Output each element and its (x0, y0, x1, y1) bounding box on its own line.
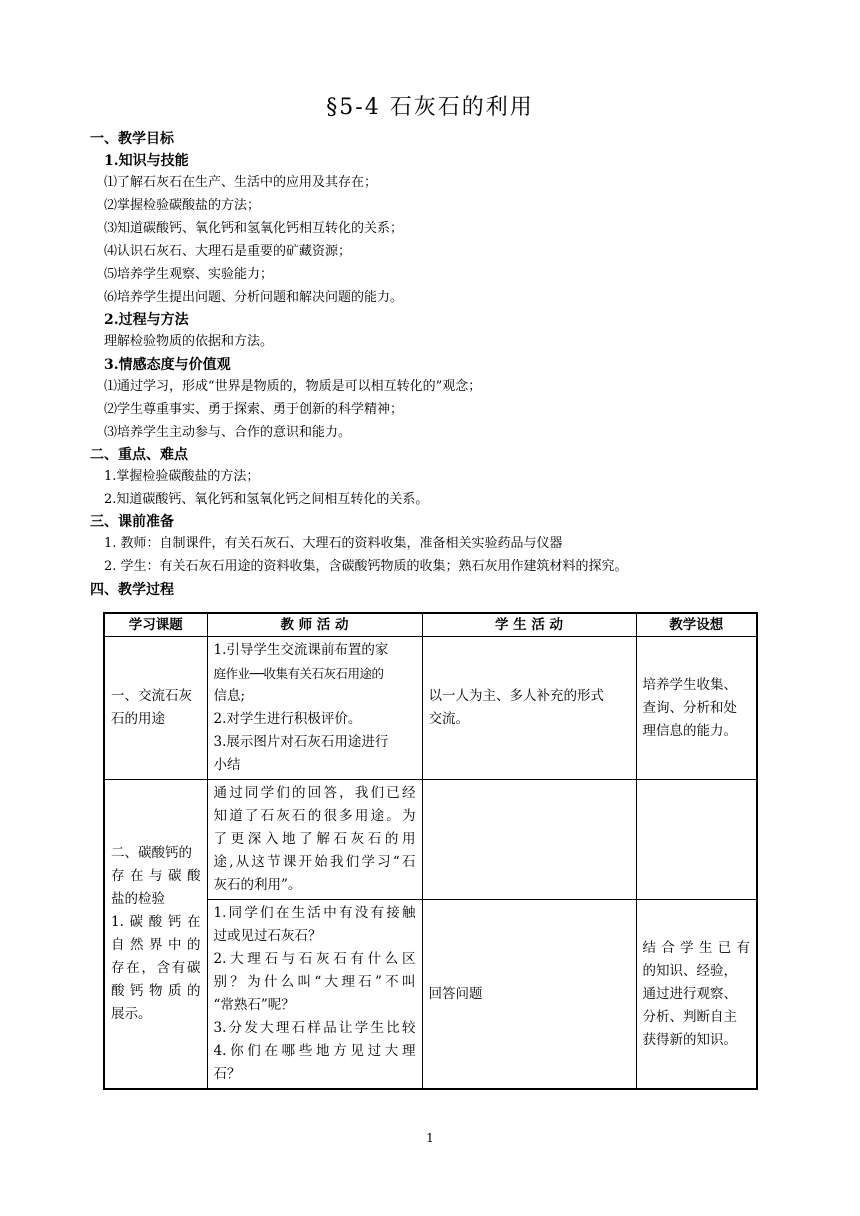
cell-teacher (207, 900, 422, 1090)
cell-design (636, 900, 757, 1090)
cell-line: 回答问题 (428, 985, 483, 1002)
section-heading-process: 四、教学过程 (90, 582, 174, 598)
cell-line: 4.你们在哪些地方见过大理 (213, 1043, 416, 1059)
cell-line: 1.碳酸钙在 (111, 914, 201, 930)
cell-line: 了更深入地了解石灰石的用 (213, 831, 416, 847)
objective-item: ⑴通过学习，形成“世界是物质的，物质是可以相互转化的”观念； (104, 379, 482, 394)
table-row (104, 637, 757, 780)
cell-design (636, 637, 757, 780)
cell-line: 通过同学们的回答，我们已经 (213, 785, 416, 801)
cell-line: 灰石的利用”。 (213, 877, 302, 893)
cell-line: 结合学生已有 (642, 939, 750, 956)
cell-line: 展示。 (111, 1006, 152, 1022)
objective-item: ⑵学生尊重事实、勇于探索、勇于创新的科学精神； (104, 402, 404, 417)
objective-item: ⑶培养学生主动参与、合作的意识和能力。 (104, 425, 352, 440)
objective-item: ⑸培养学生观察、实验能力； (104, 267, 274, 282)
cell-line: 3.展示图片对石灰石用途进行 (213, 734, 389, 750)
page-title: §5-4 石灰石的利用 (326, 95, 534, 120)
cell-line: 3.分发大理石样品让学生比较 (213, 1020, 416, 1036)
cell-line: 别？为什么叫“大理石”不叫 (213, 974, 416, 990)
cell-student (422, 900, 636, 1090)
objective-item: ⑶知道碳酸钙、氧化钙和氢氧化钙相互转化的关系； (104, 221, 404, 236)
section-heading-preparation: 三、课前准备 (90, 514, 174, 530)
preparation-item: 2. 学生：有关石灰石用途的资料收集，含碳酸钙物质的收集；熟石灰用作建筑材料的探究。 (104, 559, 628, 574)
cell-teacher (207, 637, 422, 780)
subheading-process-method: 2.过程与方法 (104, 312, 189, 328)
cell-line: 盐的检验 (111, 891, 165, 907)
cell-line: 庭作业──收集有关石灰石用途的 (213, 666, 384, 681)
cell-line: 2.对学生进行积极评价。 (213, 711, 362, 727)
cell-line: 信息; (213, 688, 246, 704)
cell-line: 的知识、经验， (642, 962, 737, 979)
table-row (104, 780, 757, 900)
cell-line: 1.引导学生交流课前布置的家 (213, 642, 389, 658)
cell-design-empty (636, 780, 757, 900)
objective-item: ⑵掌握检验碳酸盐的方法； (104, 198, 261, 213)
objective-item: 理解检验物质的依据和方法。 (104, 334, 274, 349)
header-teacher-activity: 教 师 活 动 (207, 613, 422, 637)
cell-student (422, 637, 636, 780)
cell-line: 通过进行观察、 (642, 985, 737, 1002)
cell-line: 石？ (213, 1066, 241, 1082)
cell-line: 二、碳酸钙的 (111, 845, 192, 861)
cell-line: 以一人为主、多人补充的形式 (428, 688, 604, 704)
cell-line: 理信息的能力。 (642, 722, 737, 739)
objective-item: ⑷认识石灰石、大理石是重要的矿藏资源； (104, 244, 352, 259)
objective-item: ⑴了解石灰石在生产、生活中的应用及其存在； (104, 175, 378, 190)
cell-topic (104, 637, 207, 780)
cell-line: 交流。 (428, 711, 469, 727)
cell-line: 培养学生收集、 (642, 676, 737, 693)
header-design: 教学设想 (636, 613, 757, 637)
cell-line: 过或见过石灰石？ (213, 928, 322, 944)
cell-teacher (207, 780, 422, 900)
section-heading-key-points: 二、重点、难点 (90, 447, 188, 463)
table-header-row (104, 613, 757, 637)
cell-line: 知道了石灰石的很多用途。为 (213, 808, 416, 824)
subheading-attitude-values: 3.情感态度与价值观 (104, 357, 231, 373)
cell-line: 一、交流石灰 (111, 688, 192, 704)
section-heading-objectives: 一、教学目标 (90, 131, 174, 147)
key-point-item: 1.掌握检验碳酸盐的方法； (104, 469, 260, 484)
cell-line: “常熟石”呢？ (213, 997, 295, 1013)
cell-line: 获得新的知识。 (642, 1031, 737, 1048)
cell-line: 途,从这节课开始我们学习“石 (213, 854, 416, 870)
key-point-item: 2.知道碳酸钙、氧化钙和氢氧化钙之间相互转化的关系。 (104, 492, 429, 507)
cell-line: 自然界中的 (111, 937, 201, 953)
cell-line: 石的用途 (111, 711, 165, 727)
cell-topic (104, 780, 207, 1090)
subheading-knowledge-skills: 1.知识与技能 (104, 153, 189, 169)
cell-line: 分析、判断自主 (642, 1008, 737, 1025)
cell-line: 存在与碳酸 (111, 868, 201, 884)
header-student-activity: 学 生 活 动 (422, 613, 636, 637)
page-number: 1 (426, 1131, 434, 1145)
cell-student-empty (422, 780, 636, 900)
cell-line: 2.大理石与石灰石有什么区 (213, 951, 416, 967)
preparation-item: 1. 教师：自制课件，有关石灰石、大理石的资料收集，准备相关实验药品与仪器 (104, 536, 563, 551)
objective-item: ⑹培养学生提出问题、分析问题和解决问题的能力。 (104, 290, 404, 305)
teaching-process-table (103, 612, 758, 1090)
cell-line: 存在，含有碳 (111, 960, 201, 976)
header-topic: 学习课题 (104, 613, 207, 637)
cell-line: 查询、分析和处 (642, 699, 737, 716)
cell-line: 1.同学们在生活中有没有接触 (213, 905, 416, 921)
cell-line: 酸钙物质的 (111, 983, 201, 999)
cell-line: 小结 (213, 757, 241, 773)
